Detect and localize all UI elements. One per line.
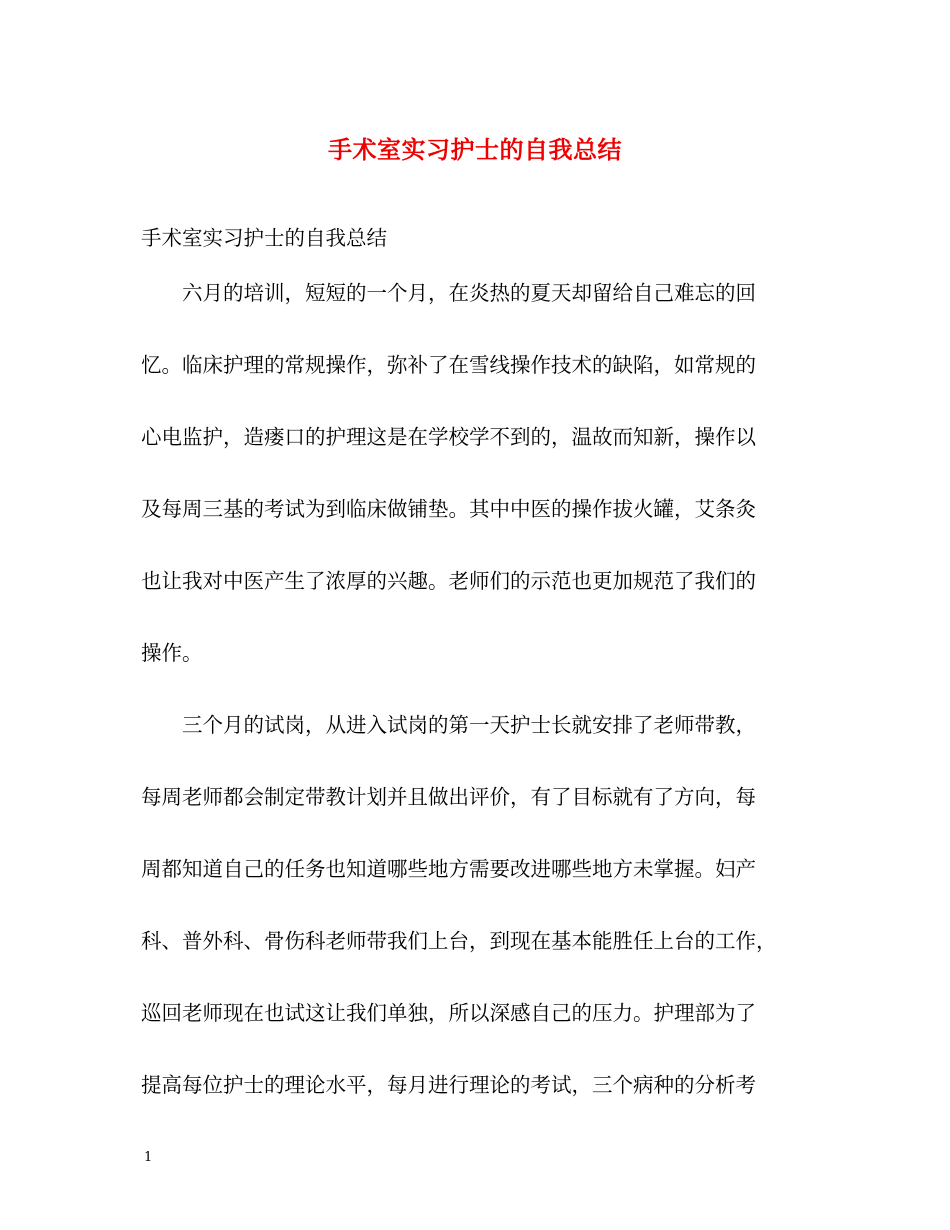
document-subtitle: 手术室实习护士的自我总结 [141, 226, 387, 250]
paragraph-2-line: 科、普外科、骨伤科老师带我们上台，到现在基本能胜任上台的工作， [141, 929, 777, 953]
document-title: 手术室实习护士的自我总结 [328, 135, 622, 164]
paragraph-1-line: 忆。临床护理的常规操作，弥补了在雪线操作技术的缺陷，如常规的 [141, 353, 756, 377]
paragraph-2-line: 每周老师都会制定带教计划并且做出评价，有了目标就有了方向，每 [141, 785, 756, 809]
paragraph-2 [141, 689, 821, 1121]
paragraph-1-line: 心电监护，造瘘口的护理这是在学校学不到的，温故而知新，操作以 [141, 425, 756, 449]
paragraph-2-line: 三个月的试岗，从进入试岗的第一天护士长就安排了老师带教， [182, 713, 756, 737]
paragraph-2-line: 提高每位护士的理论水平，每月进行理论的考试，三个病种的分析考 [141, 1073, 756, 1097]
paragraph-2-line: 巡回老师现在也试这让我们单独，所以深感自己的压力。护理部为了 [141, 1001, 756, 1025]
paragraph-1-line: 操作。 [141, 641, 203, 665]
page-number: 1 [144, 1150, 153, 1165]
paragraph-1-line: 也让我对中医产生了浓厚的兴趣。老师们的示范也更加规范了我们的 [141, 569, 756, 593]
paragraph-1 [141, 257, 821, 689]
paragraph-1-line: 六月的培训，短短的一个月，在炎热的夏天却留给自己难忘的回 [182, 281, 756, 305]
paragraph-1-line: 及每周三基的考试为到临床做铺垫。其中中医的操作拔火罐，艾条灸 [141, 497, 756, 521]
paragraph-2-line: 周都知道自己的任务也知道哪些地方需要改进哪些地方未掌握。妇产 [141, 857, 756, 881]
